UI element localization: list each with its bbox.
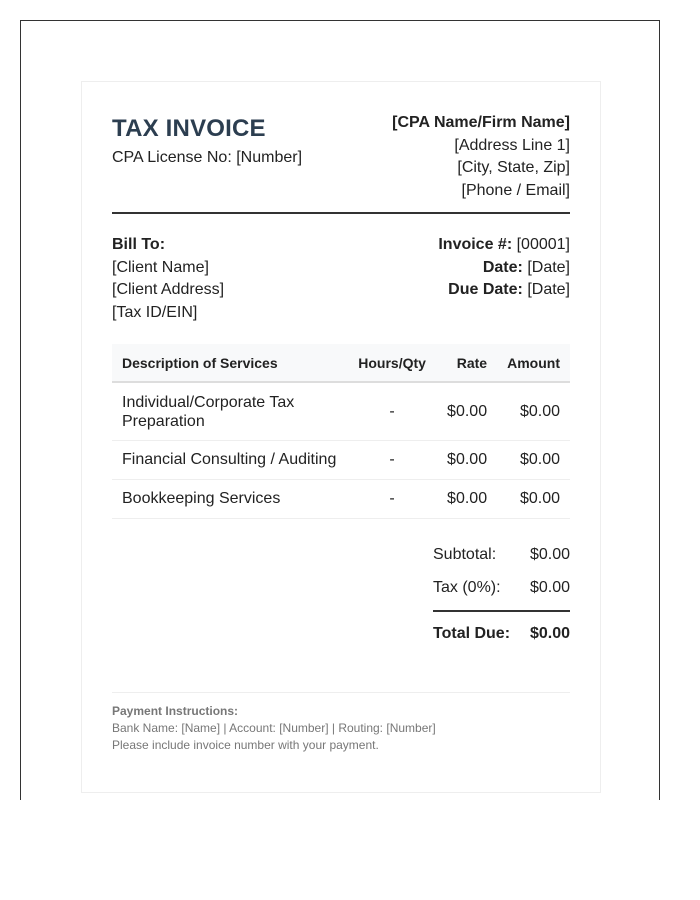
invoice-date-label: Date:: [482, 258, 523, 276]
due-date-value: [Date]: [527, 281, 570, 298]
row-rate: $0.00: [437, 382, 497, 441]
invoice-title: TAX INVOICE: [112, 115, 266, 142]
total-due-label: Total Due:: [433, 625, 511, 642]
invoice-date-line: [438, 257, 570, 280]
invoice-date-value: [Date]: [527, 258, 570, 276]
invoice-number-value: [00001]: [516, 236, 570, 253]
invoice-number-label: Invoice #:: [438, 236, 513, 253]
row-amount: $0.00: [497, 382, 570, 441]
client-tax-id: [Tax ID/EIN]: [112, 303, 198, 321]
payment-instructions: [112, 692, 570, 754]
row-rate: $0.00: [437, 441, 497, 480]
table-row: [112, 480, 570, 519]
bill-to-block: [112, 234, 224, 324]
cpa-license: CPA License No: [Number]: [112, 149, 303, 166]
firm-city-state-zip: [City, State, Zip]: [457, 159, 570, 176]
tax-line: [433, 577, 570, 610]
subtotal-line: [433, 544, 570, 577]
total-due-line: [433, 610, 570, 647]
firm-name: [CPA Name/Firm Name]: [392, 114, 570, 131]
payment-title: Payment Instructions:: [112, 704, 239, 718]
header-qty: Hours/Qty: [347, 344, 437, 382]
row-description: Financial Consulting / Auditing: [112, 441, 347, 480]
header-amount: Amount: [497, 344, 570, 382]
totals-block: [433, 544, 570, 647]
row-qty: -: [347, 441, 437, 480]
total-due-value: $0.00: [529, 625, 570, 642]
subtotal-label: Subtotal:: [433, 546, 497, 563]
firm-address-line1: [Address Line 1]: [454, 136, 570, 154]
services-table: [112, 344, 570, 519]
due-date-line: [438, 279, 570, 302]
row-qty: -: [347, 382, 437, 441]
header-rate: Rate: [437, 344, 497, 382]
header-left: [112, 112, 302, 168]
invoice-content: [112, 112, 570, 754]
invoice-meta-block: [438, 234, 570, 324]
row-rate: $0.00: [437, 480, 497, 519]
subtotal-value: $0.00: [529, 546, 570, 563]
payment-note: Please include invoice number with your payment.: [112, 738, 379, 752]
row-amount: $0.00: [497, 480, 570, 519]
row-description: Bookkeeping Services: [112, 480, 347, 519]
billing-section: [112, 234, 570, 324]
header-description: Description of Services: [112, 344, 347, 382]
client-name: [Client Name]: [112, 258, 209, 276]
bank-details: Bank Name: [Name] | Account: [Number] | Routing: [Number]: [112, 721, 436, 735]
row-description: Individual/Corporate Tax Preparation: [112, 382, 347, 441]
invoice-number-line: [438, 234, 570, 257]
invoice-header: [112, 112, 570, 214]
table-row: [112, 441, 570, 480]
table-row: [112, 382, 570, 441]
tax-value: $0.00: [529, 579, 570, 596]
firm-block: [392, 112, 570, 202]
firm-phone-email: [Phone / Email]: [461, 181, 570, 199]
tax-label: Tax (0%):: [433, 579, 501, 596]
bill-to-label: Bill To:: [112, 236, 166, 253]
row-amount: $0.00: [497, 441, 570, 480]
due-date-label: Due Date:: [448, 281, 523, 298]
row-qty: -: [347, 480, 437, 519]
client-address: [Client Address]: [112, 281, 225, 298]
table-header-row: [112, 344, 570, 382]
